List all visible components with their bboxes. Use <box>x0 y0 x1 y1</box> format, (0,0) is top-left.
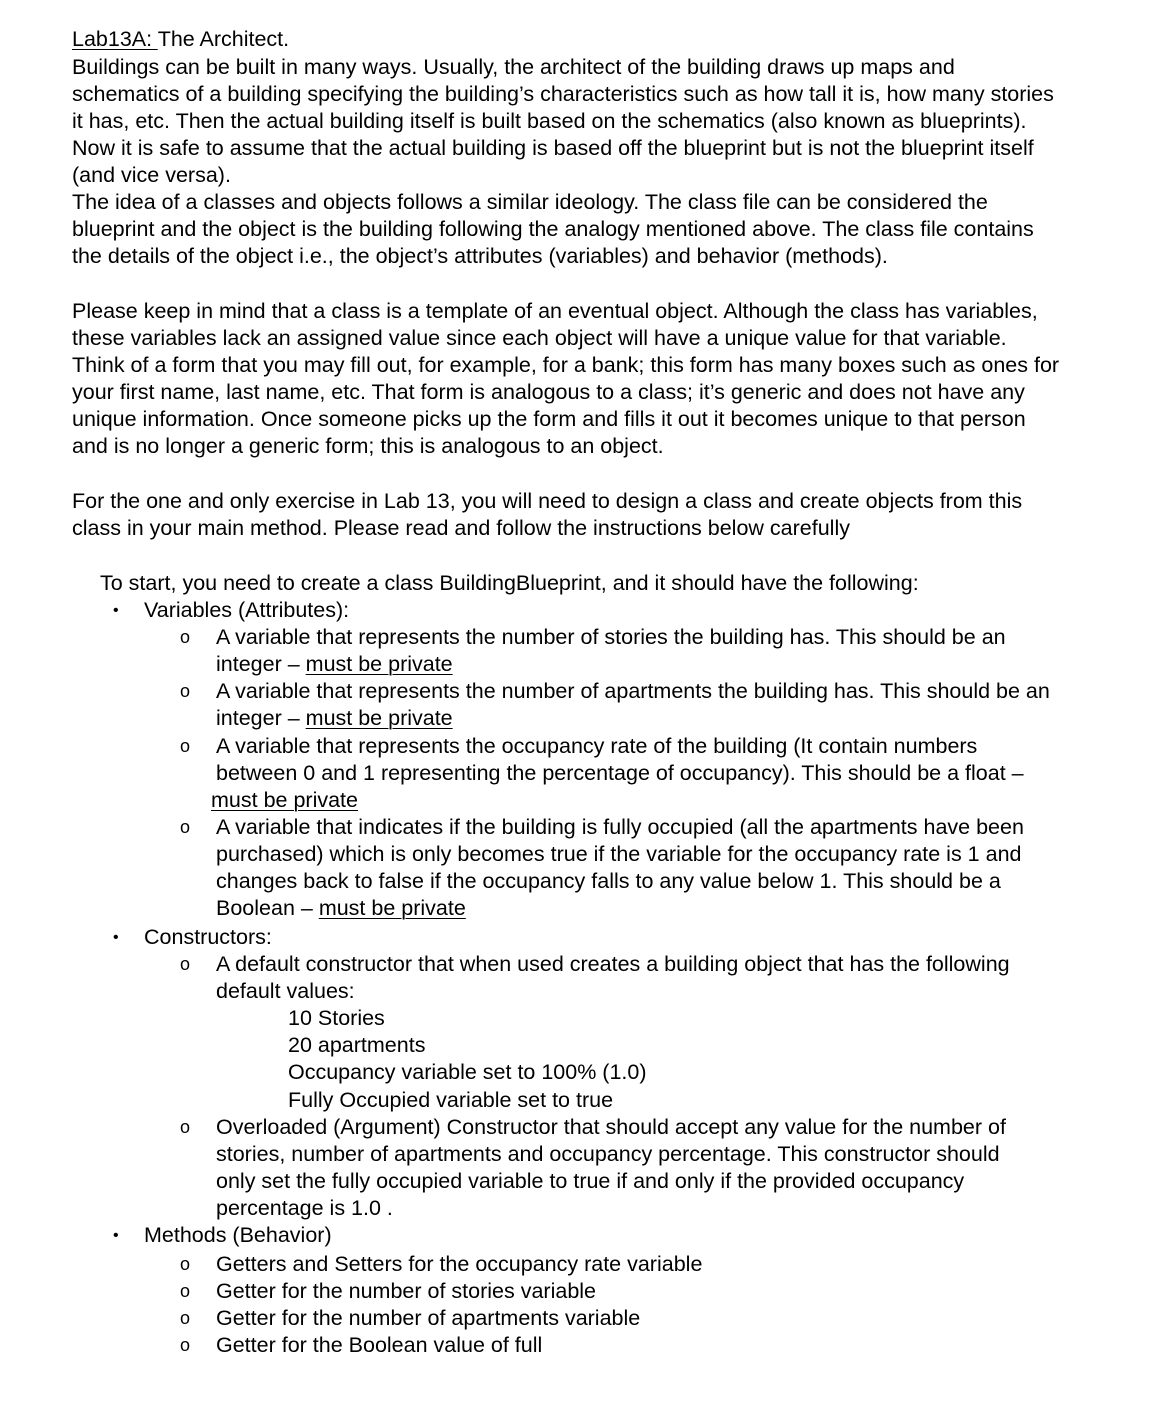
sub-bullet-icon: o <box>180 954 191 974</box>
bullet-icon: • <box>113 929 119 946</box>
private-note: must be private <box>305 652 453 676</box>
template-line: your first name, last name, etc. That form is analogous to a class; it’s generic and does not have any <box>72 380 1025 404</box>
type-text: integer – <box>216 652 306 676</box>
intro-line: The idea of a classes and objects follows a similar ideology. The class file can be considered the <box>72 190 988 214</box>
method-item: Getter for the number of stories variable <box>216 1279 597 1303</box>
sub-bullet-icon: o <box>180 1117 191 1137</box>
sub-bullet-icon: o <box>180 736 191 756</box>
variable-item-stories-cont <box>216 651 453 678</box>
template-line: these variables lack an assigned value since each object will have a unique value for that variable. <box>72 326 1007 350</box>
default-constructor-item-cont: default values: <box>216 979 355 1003</box>
exercise-line: class in your main method. Please read and follow the instructions below carefully <box>72 516 850 540</box>
private-note: must be private <box>318 896 466 920</box>
template-line: unique information. Once someone picks up the form and fills it out it becomes unique to that person <box>72 407 1026 431</box>
intro-line: schematics of a building specifying the building’s characteristics such as how tall it is, how many stories <box>72 82 1054 106</box>
intro-line: Now it is safe to assume that the actual building is based off the blueprint but is not the blueprint itself <box>72 136 1034 160</box>
sub-bullet-icon: o <box>180 1308 191 1328</box>
template-line: Please keep in mind that a class is a template of an eventual object. Although the class has variables, <box>72 299 1038 323</box>
constructors-heading: Constructors: <box>144 925 272 949</box>
page-title <box>72 26 289 53</box>
sub-bullet-icon: o <box>180 1281 191 1301</box>
title-text: The Architect. <box>157 27 290 51</box>
overloaded-constructor-item: Overloaded (Argument) Constructor that should accept any value for the number of <box>216 1115 1006 1139</box>
type-text: Boolean – <box>216 896 319 920</box>
bullet-icon: • <box>113 1227 119 1244</box>
template-line: Think of a form that you may fill out, for example, for a bank; this form has many boxes such as ones for <box>72 353 1060 377</box>
variable-item-occupancy: A variable that represents the occupancy rate of the building (It contain numbers <box>216 734 978 758</box>
variable-item-apartments-cont <box>216 705 453 732</box>
private-note: must be private <box>211 788 358 812</box>
variables-heading: Variables (Attributes): <box>144 598 350 622</box>
overloaded-constructor-item-cont3: percentage is 1.0 . <box>216 1196 393 1220</box>
default-constructor-item: A default constructor that when used creates a building object that has the following <box>216 952 1010 976</box>
method-item: Getters and Setters for the occupancy rate variable <box>216 1252 703 1276</box>
exercise-line: For the one and only exercise in Lab 13, you will need to design a class and create objects from this <box>72 489 1023 513</box>
sub-bullet-icon: o <box>180 681 191 701</box>
private-note: must be private <box>305 706 453 730</box>
variable-item-occupancy-cont: between 0 and 1 representing the percentage of occupancy). This should be a float – <box>216 761 1024 785</box>
variable-item-full: A variable that indicates if the building is fully occupied (all the apartments have been <box>216 815 1024 839</box>
default-value: 10 Stories <box>288 1006 385 1030</box>
methods-heading: Methods (Behavior) <box>144 1223 332 1247</box>
default-value: Occupancy variable set to 100% (1.0) <box>288 1060 647 1084</box>
intro-line: Buildings can be built in many ways. Usually, the architect of the building draws up maps and <box>72 55 955 79</box>
variable-item-full-cont: purchased) which is only becomes true if the variable for the occupancy rate is 1 and <box>216 842 1022 866</box>
method-item: Getter for the Boolean value of full <box>216 1333 543 1357</box>
overloaded-constructor-item-cont: stories, number of apartments and occupancy percentage. This constructor should <box>216 1142 1000 1166</box>
sub-bullet-icon: o <box>180 1335 191 1355</box>
default-value: 20 apartments <box>288 1033 426 1057</box>
type-text: integer – <box>216 706 306 730</box>
variable-item-full-cont2: changes back to false if the occupancy falls to any value below 1. This should be a <box>216 869 1001 893</box>
sub-bullet-icon: o <box>180 1254 191 1274</box>
default-value: Fully Occupied variable set to true <box>288 1088 614 1112</box>
bullet-icon: • <box>113 602 119 619</box>
variable-item-full-cont3 <box>216 895 466 922</box>
overloaded-constructor-item-cont2: only set the fully occupied variable to true if and only if the provided occupancy <box>216 1169 965 1193</box>
sub-bullet-icon: o <box>180 817 191 837</box>
variable-item-apartments: A variable that represents the number of apartments the building has. This should be an <box>216 679 1050 703</box>
intro-line: blueprint and the object is the building following the analogy mentioned above. The class file contains <box>72 217 1034 241</box>
intro-line: (and vice versa). <box>72 163 231 187</box>
intro-line: the details of the object i.e., the object’s attributes (variables) and behavior (methods). <box>72 244 888 268</box>
method-item: Getter for the number of apartments variable <box>216 1306 641 1330</box>
start-instruction: To start, you need to create a class BuildingBlueprint, and it should have the following: <box>100 571 919 595</box>
sub-bullet-icon: o <box>180 627 191 647</box>
variable-item-stories: A variable that represents the number of stories the building has. This should be an <box>216 625 1006 649</box>
title-lab-label: Lab13A: <box>72 27 158 51</box>
intro-line: it has, etc. Then the actual building itself is built based on the schematics (also known as blueprints). <box>72 109 1027 133</box>
variable-item-occupancy-cont2 <box>211 787 358 814</box>
template-line: and is no longer a generic form; this is analogous to an object. <box>72 434 664 458</box>
